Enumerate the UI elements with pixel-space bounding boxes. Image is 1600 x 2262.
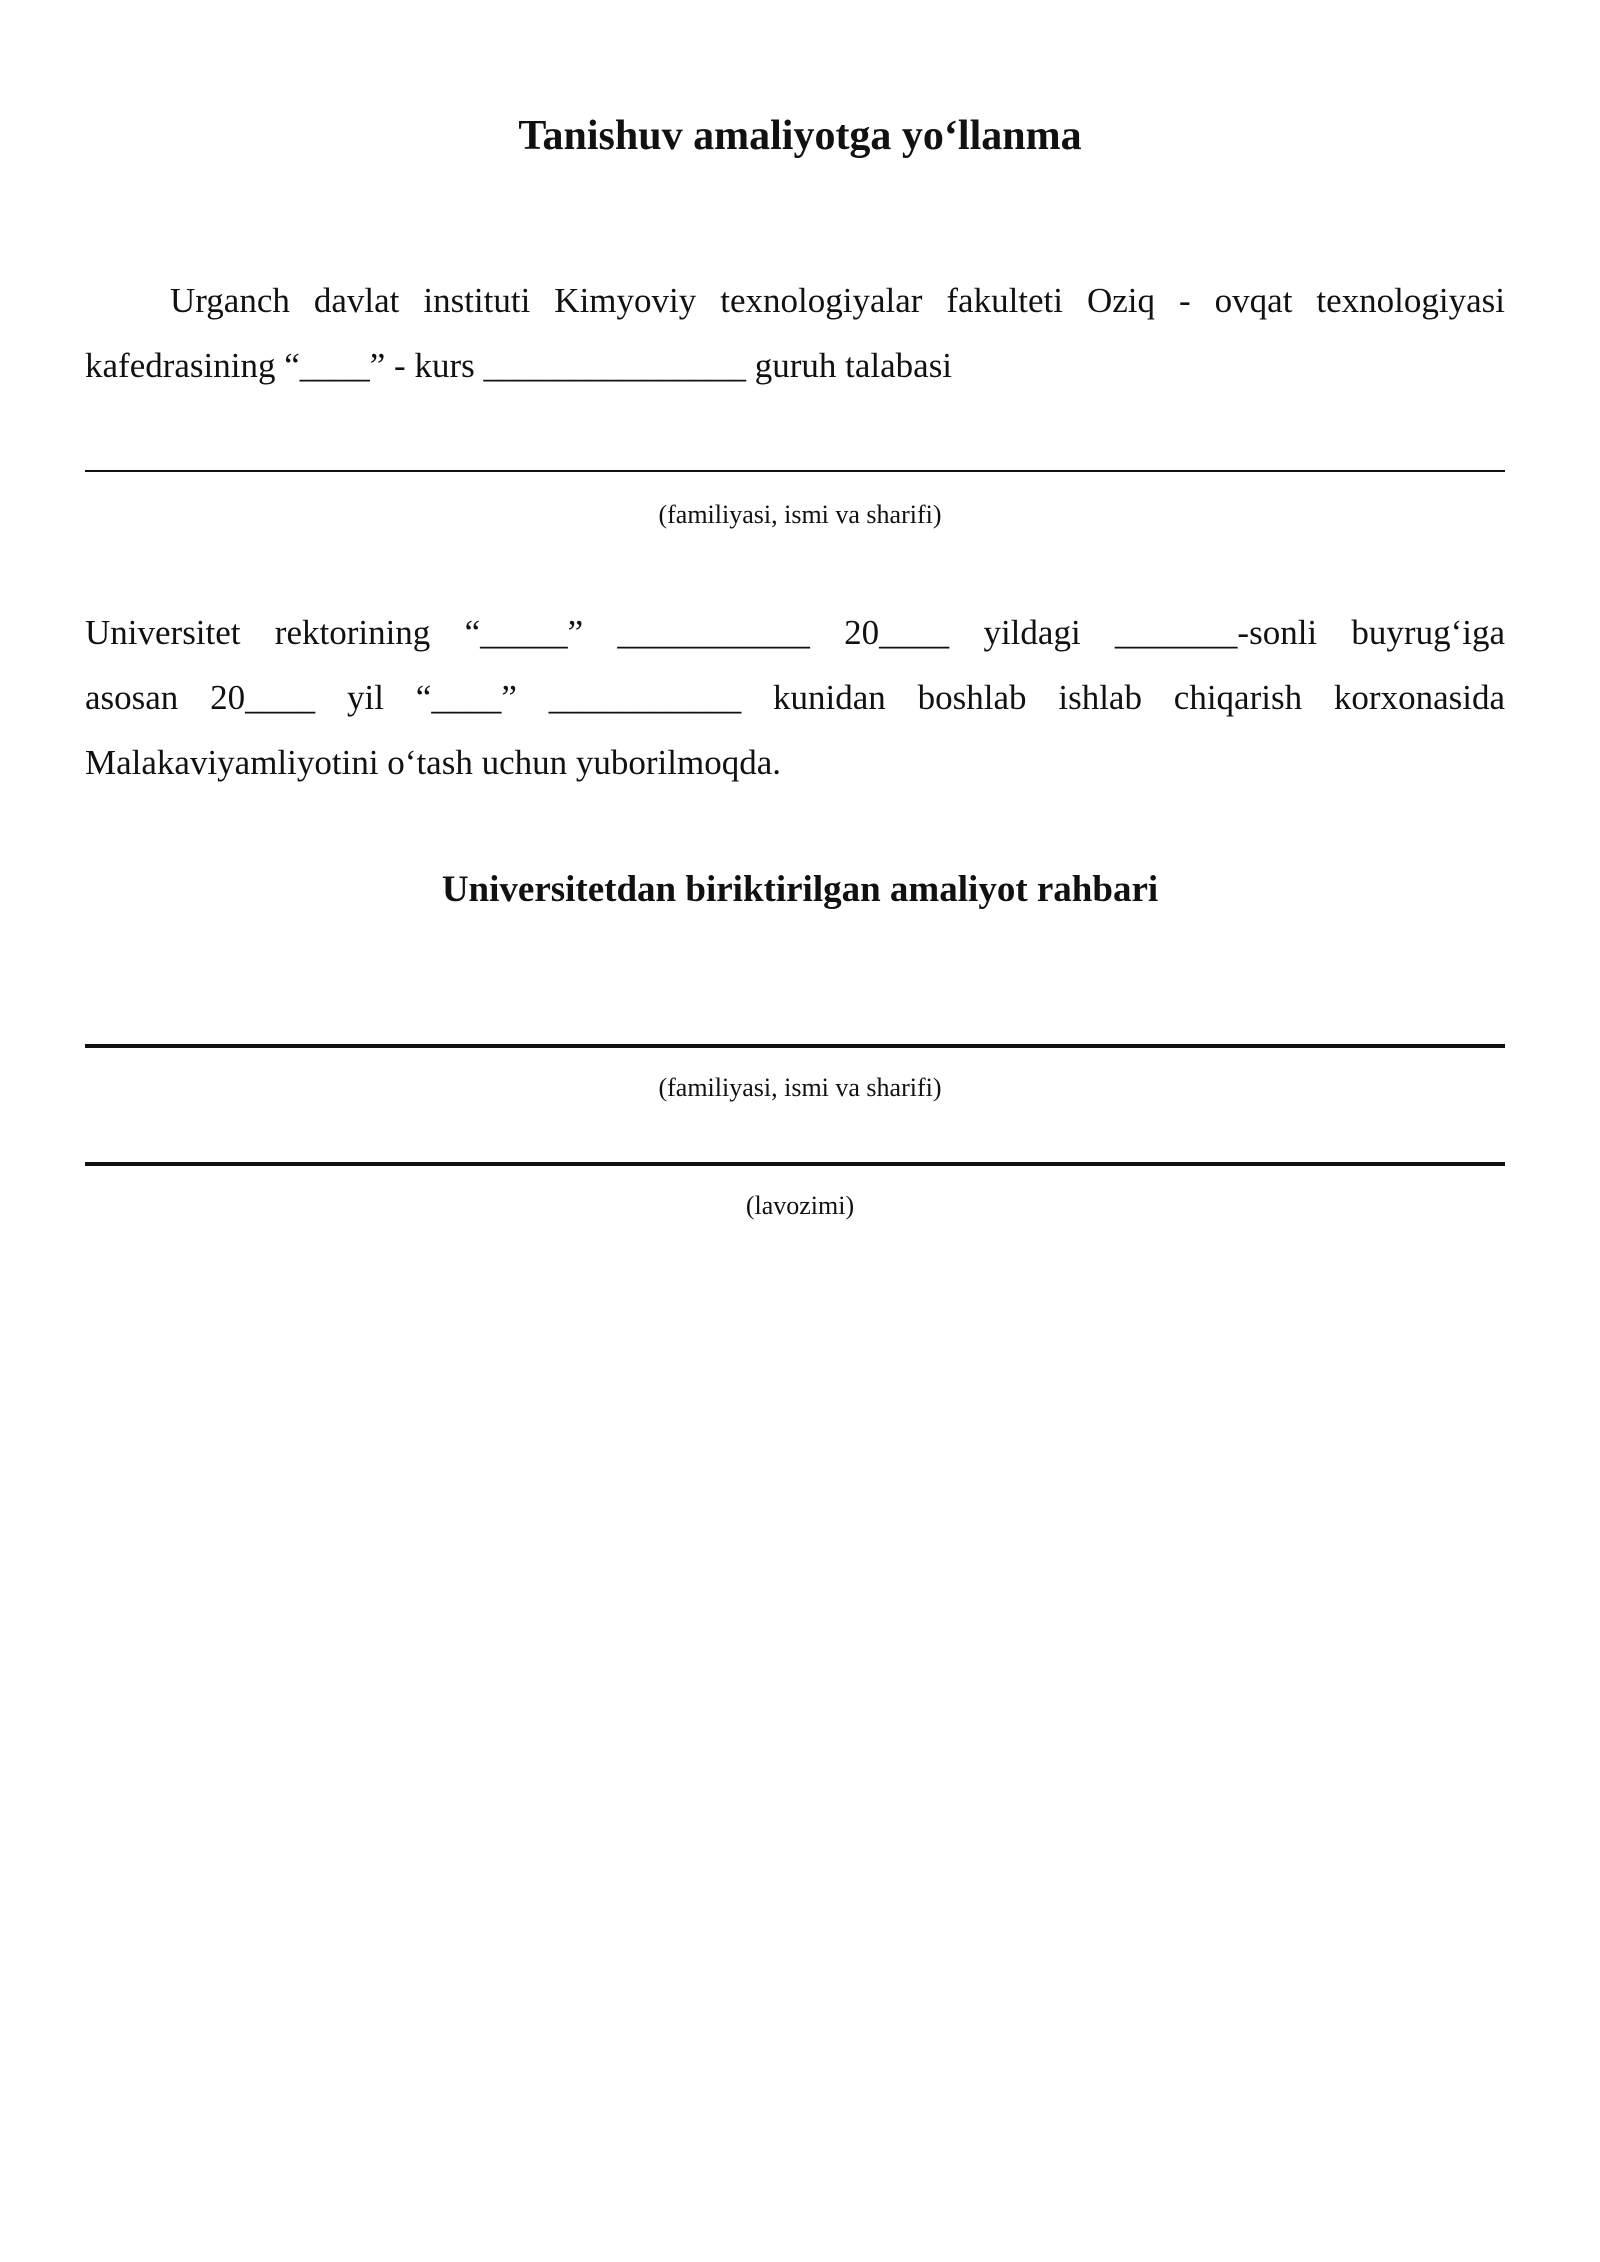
supervisor-name-line	[85, 1044, 1505, 1048]
order-paragraph	[85, 600, 1505, 795]
student-paragraph-line-1-text: Urganch davlat instituti Kimyoviy texnologiyalar fakulteti Oziq - ovqat texnologiyasi	[170, 281, 1505, 320]
order-paragraph-line-3: Malakaviyamliyotini o‘tash uchun yuborilmoqda.	[85, 743, 781, 782]
supervisor-position-line	[85, 1162, 1505, 1166]
student-paragraph-line-1	[85, 268, 1505, 333]
supervisor-position-caption: (lavozimi)	[745, 1191, 855, 1220]
supervisor-heading: Universitetdan biriktirilgan amaliyot rahbari	[441, 869, 1159, 910]
supervisor-name-caption: (familiyasi, ismi va sharifi)	[658, 1073, 942, 1102]
document-title: Tanishuv amaliyotga yo‘llanma	[518, 113, 1082, 159]
student-paragraph	[85, 268, 1505, 398]
student-paragraph-line-2: kafedrasining “____” - kurs _______________ guruh talabasi	[85, 346, 953, 385]
order-paragraph-line-1: Universitet rektorining “_____” ___________ 20____ yildagi _______-sonli buyrug‘iga	[85, 613, 1505, 652]
student-name-caption: (familiyasi, ismi va sharifi)	[658, 500, 942, 529]
student-name-line	[85, 470, 1505, 472]
order-paragraph-line-2: asosan 20____ yil “____” ___________ kunidan boshlab ishlab chiqarish korxonasida	[85, 678, 1505, 717]
